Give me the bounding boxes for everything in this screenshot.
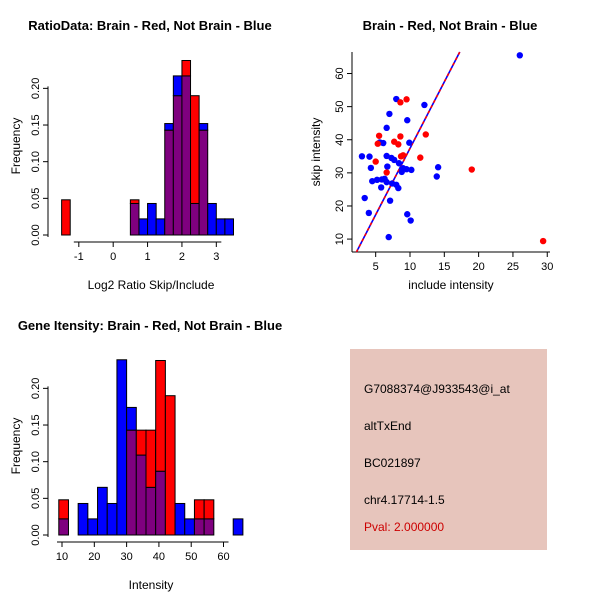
intensity-scatter-plot (300, 0, 600, 300)
panel-gene-info (300, 300, 600, 600)
svg-text:0.20: 0.20 (30, 377, 42, 400)
gene-intensity-histogram-plot (0, 300, 300, 600)
svg-text:0.05: 0.05 (30, 187, 42, 210)
splice-type-text: altTxEnd (364, 419, 412, 433)
gene-info-box (350, 349, 547, 550)
svg-text:5: 5 (372, 261, 379, 273)
accession-text: BC021897 (364, 456, 421, 470)
svg-text:0.15: 0.15 (30, 414, 42, 436)
svg-text:0.05: 0.05 (30, 487, 42, 510)
svg-text:1: 1 (144, 251, 151, 263)
svg-text:0.15: 0.15 (30, 114, 42, 136)
gene-histogram-title: Gene Itensity: Brain - Red, Not Brain - Blue (17, 318, 283, 333)
panel-ratio-histogram: RatioData: Brain - Red, Not Brain - Blue -1 0 1 2 3 0.00 0.05 0.10 0.15 0.20 Log2 Ratio Skip/Include Frequency (0, 0, 300, 300)
svg-text:20: 20 (88, 551, 101, 563)
svg-text:0.00: 0.00 (30, 524, 42, 546)
svg-text:10: 10 (334, 232, 346, 246)
svg-text:2: 2 (178, 251, 185, 263)
svg-text:3: 3 (213, 251, 220, 263)
svg-text:50: 50 (185, 551, 198, 563)
scatter-title: Brain - Red, Not Brain - Blue (362, 18, 538, 33)
svg-text:60: 60 (334, 67, 346, 80)
panel-intensity-scatter: Brain - Red, Not Brain - Blue 5 10 15 20 25 30 10 20 30 40 50 60 include intensity skip intensity (300, 0, 600, 300)
chromosome-location-text: chr4.17714-1.5 (364, 493, 445, 507)
svg-text:60: 60 (217, 551, 230, 563)
svg-text:0.10: 0.10 (30, 450, 42, 473)
svg-text:20: 20 (334, 199, 346, 213)
probe-id-text: G7088374@J933543@i_at (364, 382, 510, 396)
svg-text:10: 10 (403, 261, 417, 273)
svg-text:40: 40 (334, 133, 346, 146)
svg-text:25: 25 (506, 261, 520, 273)
svg-text:50: 50 (334, 100, 346, 113)
svg-text:0.20: 0.20 (30, 77, 42, 100)
svg-text:0.00: 0.00 (30, 224, 42, 246)
svg-text:0: 0 (110, 251, 117, 263)
svg-text:40: 40 (152, 551, 166, 563)
panel-gene-intensity-histogram: Gene Itensity: Brain - Red, Not Brain - Blue 10 20 30 40 50 60 0.00 0.05 0.10 0.15 0.20 Intensity Frequency (0, 300, 300, 600)
pval-text: Pval: 2.000000 (364, 520, 445, 534)
svg-text:-1: -1 (73, 251, 84, 263)
ratio-histogram-plot (0, 0, 300, 300)
svg-text:30: 30 (120, 551, 133, 563)
svg-text:30: 30 (541, 261, 554, 273)
svg-text:0.10: 0.10 (30, 150, 42, 173)
ratio-histogram-xlabel: Log2 Ratio Skip/Include (87, 278, 215, 292)
gene-histogram-xlabel: Intensity (128, 578, 174, 592)
svg-text:30: 30 (334, 166, 346, 179)
svg-text:15: 15 (438, 261, 451, 273)
ratio-histogram-title: RatioData: Brain - Red, Not Brain - Blue (28, 18, 272, 33)
svg-text:20: 20 (472, 261, 485, 273)
svg-text:10: 10 (55, 551, 69, 563)
scatter-xlabel: include intensity (408, 278, 494, 292)
